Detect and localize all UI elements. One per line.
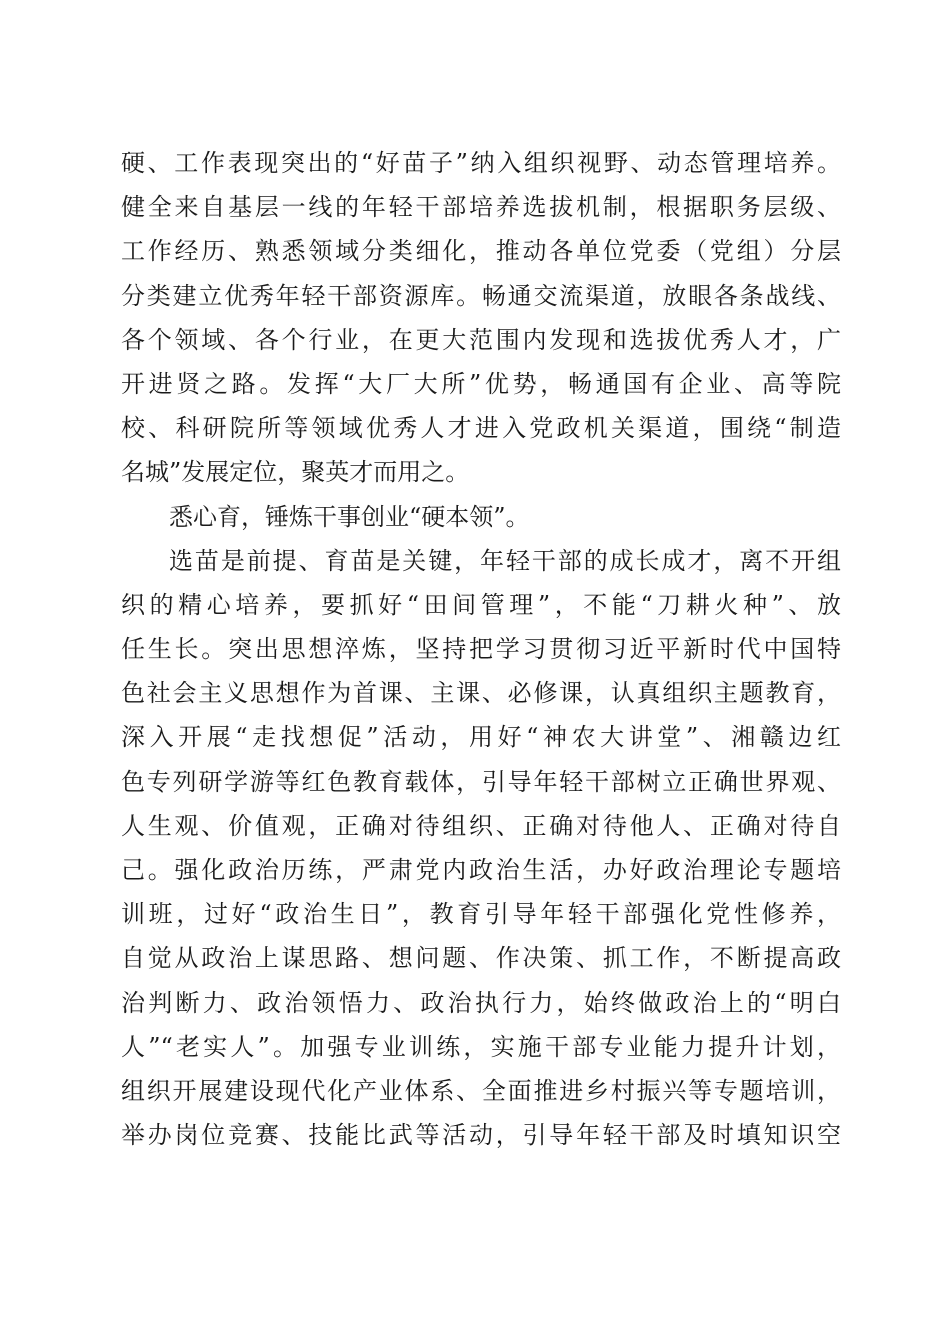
text-line: 色专列研学游等红色教育载体，引导年轻干部树立正确世界观、 [121,767,841,796]
body-text [121,141,841,1157]
text-line: 举办岗位竞赛、技能比武等活动，引导年轻干部及时填知识空 [121,1121,841,1150]
text-line: 人生观、价值观，正确对待组织、正确对待他人、正确对待自 [121,811,841,840]
text-line: 色社会主义思想作为首课、主课、必修课，认真组织主题教育， [121,679,841,708]
text-line: 名城”发展定位，聚英才而用之。 [121,458,470,487]
text-line: 织的精心培养，要抓好“田间管理”，不能“刀耕火种”、放 [121,590,841,619]
text-line: 组织开展建设现代化产业体系、全面推进乡村振兴等专题培训， [121,1076,841,1105]
text-line: 硬、工作表现突出的“好苗子”纳入组织视野、动态管理培养。 [121,149,841,177]
text-line: 校、科研院所等领域优秀人才进入党政机关渠道，围绕“制造 [121,414,841,443]
text-line: 治判断力、政治领悟力、政治执行力，始终做政治上的“明白 [121,988,841,1017]
text-line: 己。强化政治历练，严肃党内政治生活，办好政治理论专题培 [121,856,841,884]
text-line: 任生长。突出思想淬炼，坚持把学习贯彻习近平新时代中国特 [121,635,841,664]
text-line: 健全来自基层一线的年轻干部培养选拔机制，根据职务层级、 [121,193,841,222]
section-heading: 悉心育，锤炼干事创业“硬本领”。 [169,502,530,531]
text-line: 开进贤之路。发挥“大厂大所”优势，畅通国有企业、高等院 [121,369,841,398]
text-line: 训班，过好“政治生日”，教育引导年轻干部强化党性修养， [121,900,841,929]
text-line: 选苗是前提、育苗是关键，年轻干部的成长成才，离不开组 [169,546,841,575]
text-line: 各个领域、各个行业，在更大范围内发现和选拔优秀人才，广 [121,325,841,354]
text-line: 深入开展“走找想促”活动，用好“神农大讲堂”、湘赣边红 [121,723,841,752]
text-line: 分类建立优秀年轻干部资源库。畅通交流渠道，放眼各条战线、 [121,281,841,310]
text-line: 人”“老实人”。加强专业训练，实施干部专业能力提升计划， [121,1032,841,1061]
text-line: 工作经历、熟悉领域分类细化，推动各单位党委（党组）分层 [121,237,841,266]
text-line: 自觉从政治上谋思路、想问题、作决策、抓工作，不断提高政 [121,944,841,973]
